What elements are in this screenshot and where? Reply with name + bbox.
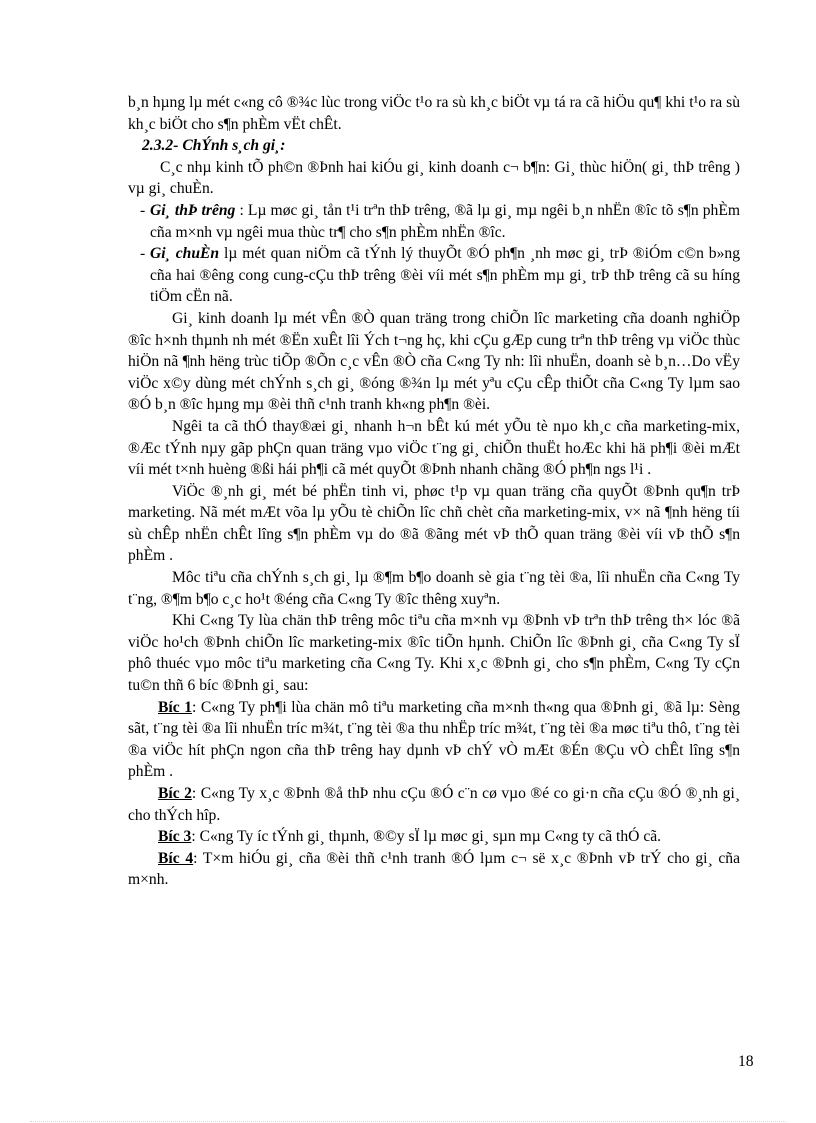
- page-bottom-divider: [30, 1121, 786, 1122]
- paragraph-4: ViÖc ®¸nh gi¸ mét bé phËn tinh vi, phøc t¹p vµ quan träng cña quyÕt ®Þnh qu¶n trÞ marketing. Nã mét mÆt võa lµ yÕu tè chiÕn lîc chñ chèt cña marketing-mix, v× nã ¶nh hëng tíi sù chÊp nhËn chÊt lîng s¶n phÈm vµ do ®ã ®ãng mét vÞ thÕ quan träng ®èi víi vÞ thÕ s¶n phÈm .: [128, 482, 740, 565]
- paragraph-1: C¸c nhµ kinh tÕ ph©n ®Þnh hai kiÓu gi¸ kinh doanh c¬ b¶n: Gi¸ thùc hiÖn( gi¸ thÞ trêng ) vµ gi¸ chuÈn.: [128, 158, 740, 198]
- step-text: : C«ng Ty ph¶i lùa chän mô tiªu marketing cña m×nh th«ng qua ®Þnh gi¸ ®ã lµ: Sèng sãt, t¨ng tèi ®a lîi nhuËn tríc m¾t, t¨ng tèi ®a thu nhËp tríc m¾t, t¨ng tèi ®a møc tiªu thô, t¨ng tèi ®a viÖc hít phÇn ngon cña thÞ trêng hay dµnh vÞ chÝ vÒ mÆt ®Én ®Çu vÒ chÊt lîng s¶n phÈm .: [128, 698, 740, 781]
- page-number: 18: [738, 1053, 754, 1070]
- paragraph-3: Ngêi ta cã thÓ thay®æi gi¸ nhanh h¬n bÊt kú mét yÕu tè nµo kh¸c cña marketing-mix, ®Æc tÝnh nµy gãp phÇn quan träng vµo viÖc t¨ng gi¸ chiÕn thuËt hoÆc khi hä ph¶i ®èi mÆt víi mét t×nh huèng ®ßi hái ph¶i cã mét quyÕt ®Þnh nhanh chãng ®Ó ph¶n ngs l¹i .: [128, 417, 740, 479]
- document-page: [128, 92, 740, 891]
- bullet-term: Gi¸ thÞ trêng: [150, 201, 236, 219]
- step-1: [128, 697, 740, 783]
- paragraph-2: Gi¸ kinh doanh lµ mét vÊn ®Ò quan träng trong chiÕn lîc marketing cña doanh nghiÖp ®îc h×nh thµnh nh mét ®Ën xuÊt lîi Ých t¬ng hç, khi cÇu gÆp cung trªn thÞ trêng vµ viÖc thùc hiÖn nã ¶nh hëng trùc tiÕp ®Õn c¸c vÊn ®Ò cña C«ng Ty nh: lîi nhuËn, doanh sè b¸n…Do vËy viÖc x©y dùng mét chÝnh s¸ch gi¸ ®óng ®¾n lµ mét yªu cÇu cÊp thiÕt cña C«ng Ty lµm sao ®Ó b¸n ®îc hµng mµ ®èi thñ c¹nh tranh kh«ng ph¶n ®èi.: [128, 309, 740, 414]
- bullet-text: : Lµ møc gi¸ tån t¹i trªn thÞ trêng, ®ã lµ gi¸ mµ ngêi b¸n nhËn ®îc tõ s¶n phÈm cña m×nh vµ ngêi mua thùc tr¶ cho s¶n phÈm nhËn ®îc.: [150, 201, 741, 241]
- paragraph-0: b¸n hµng lµ mét c«ng cô ®¾c lùc trong viÖc t¹o ra sù kh¸c biÖt vµ tá ra cã hiÖu qu¶ khi t¹o ra sù kh¸c biÖt cho s¶n phÈm vËt chÊt.: [128, 94, 740, 133]
- bullet-body: [150, 200, 740, 243]
- section-title: ChÝnh s¸ch gi¸:: [182, 137, 286, 155]
- step-text: : C«ng Ty x¸c ®Þnh ®å thÞ nhu cÇu ®Ó c¨n cø vµo ®é co gi·n cña cÇu ®Ó ®¸nh gi¸ cho thÝch hîp.: [128, 785, 740, 824]
- step-4: [128, 848, 740, 891]
- step-text: : C«ng Ty íc tÝnh gi¸ thµnh, ®©y sÏ lµ møc gi¸ sµn mµ C«ng ty cã thÓ cã.: [191, 828, 662, 846]
- step-3: [128, 826, 740, 848]
- bullet-text: lµ mét quan niÖm cã tÝnh lý thuyÕt ®Ó ph¶n ¸nh møc gi¸ trÞ ®iÓm c©n b»ng cña hai ®êng cong cung-cÇu thÞ trêng ®èi víi mét s¶n phÈm mµ gi¸ trÞ thÞ trêng cã su híng tiÖm cËn nã.: [150, 245, 740, 306]
- section-number: 2.3.2-: [142, 137, 179, 155]
- paragraph-5: Môc tiªu cña chÝnh s¸ch gi¸ lµ ®¶m b¶o doanh sè gia t¨ng tèi ®a, lîi nhuËn cña C«ng Ty t¨ng, ®¶m b¶o c¸c ho¹t ®éng cña C«ng Ty ®îc thêng xuyªn.: [128, 569, 740, 608]
- bullet-body: [150, 243, 740, 308]
- step-label: Bíc 3: [158, 828, 192, 846]
- step-label: Bíc 2: [158, 785, 192, 802]
- bullet-item-market-price: [140, 200, 740, 243]
- step-text: : T×m hiÓu gi¸ cña ®èi thñ c¹nh tranh ®Ó lµm c¬ së x¸c ®Þnh vÞ trÝ cho gi¸ cña m×nh.: [128, 849, 740, 889]
- bullet-dash: -: [140, 245, 146, 263]
- bullet-item-standard-price: [140, 243, 740, 308]
- paragraph-6: Khi C«ng Ty lùa chän thÞ trêng môc tiªu cña m×nh vµ ®Þnh vÞ trªn thÞ trêng th× lóc ®ã viÖc ho¹ch ®Þnh chiÕn lîc marketing-mix ®îc tiÕn hµnh. ChiÕn lîc ®Þnh gi¸ cña C«ng Ty sÏ phô thuéc vµo môc tiªu marketing cña C«ng Ty. Khi x¸c ®Þnh gi¸ cho s¶n phÈm, C«ng Ty cÇn tu©n thñ 6 bíc ®Þnh gi¸ sau:: [128, 612, 740, 695]
- step-label: Bíc 4: [158, 849, 194, 867]
- section-heading: [142, 135, 740, 157]
- step-label: Bíc 1: [158, 698, 192, 716]
- bullet-term: Gi¸ chuÈn: [150, 245, 220, 263]
- bullet-dash: -: [140, 201, 146, 219]
- step-2: [128, 783, 740, 826]
